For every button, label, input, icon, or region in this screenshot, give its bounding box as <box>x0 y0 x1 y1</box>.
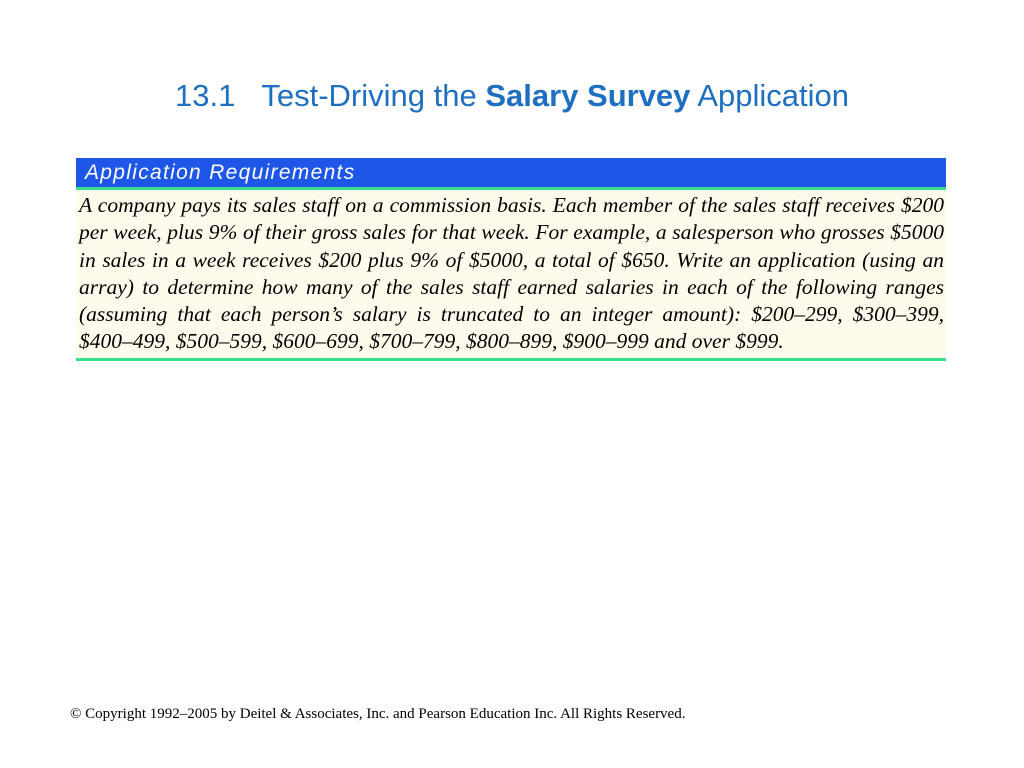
requirements-box <box>76 158 946 361</box>
title-suffix: Application <box>697 78 849 113</box>
copyright-footer: © Copyright 1992–2005 by Deitel & Associates, Inc. and Pearson Education Inc. All Rights Reserved. <box>70 706 686 722</box>
title-app-name: Salary Survey <box>485 78 691 113</box>
section-number: 13.1 <box>175 78 236 113</box>
slide-title <box>0 74 1024 118</box>
requirements-body: A company pays its sales staff on a commission basis. Each member of the sales staff receives $200 per week, plus 9% of their gross sales for that week. For example, a salesperson who grosses $5000 in sales in a week receives $200 plus 9% of $5000, a total of $650. Write an application (using an array) to determine how many of the sales staff earned salaries in each of the following ranges (assuming that each person’s salary is truncated to an integer amount): $200–299, $300–399, $400–499, $500–599, $600–699, $700–799, $800–899, $900–999 and over $999. <box>76 190 946 361</box>
title-prefix: Test-Driving the <box>261 78 477 113</box>
requirements-header: Application Requirements <box>76 158 946 190</box>
